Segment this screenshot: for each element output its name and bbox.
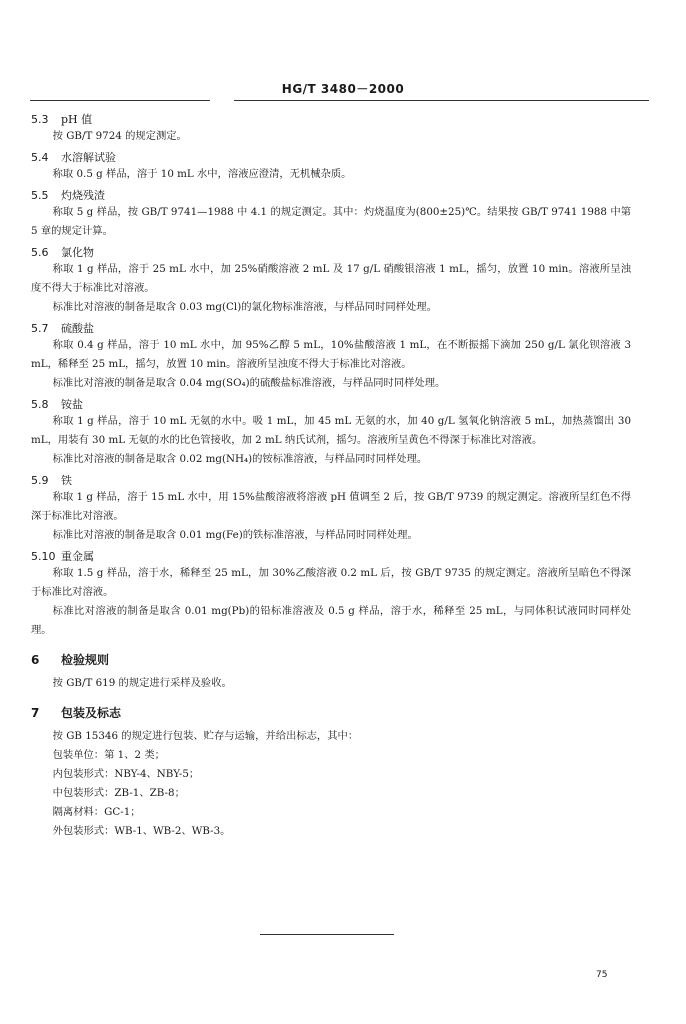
paragraph: 称取 1.5 g 样品，溶于水，稀释至 25 mL，加 30%乙酸溶液 0.2 mL 后，按 GB/T 9735 的规定测定。溶液所呈暗色不得深于标准比对溶液。 [31,567,631,598]
chapter-number: 7 [31,706,40,720]
chapter-number: 6 [31,653,40,667]
paragraph: 标准比对溶液的制备是取含 0.03 mg(Cl)的氯化物标准溶液，与样品同时同样处理。 [52,301,437,313]
section-title: 氯化物 [61,246,94,259]
list-item: 中包装形式：ZB-1、ZB-8； [52,787,185,799]
section-number: 5.8 [31,398,49,411]
paragraph: 标准比对溶液的制备是取含 0.02 mg(NH₄)的铵标准溶液，与样品同时同样处理。 [52,453,428,465]
paragraph: 按 GB 15346 的规定进行包装、贮存与运输，并给出标志，其中： [52,730,359,742]
section-title: 重金属 [61,550,94,563]
section-title: 灼烧残渣 [61,189,105,202]
list-item: 内包装形式：NBY-4、NBY-5； [52,768,200,780]
list-item: 包装单位：第 1、2 类； [52,749,165,761]
paragraph: 称取 5 g 样品，按 GB/T 9741—1988 中 4.1 的规定测定。其中：灼烧温度为(800±25)℃。结果按 GB/T 9741 1988 中第 5 章的规定计算。 [31,206,631,237]
section-heading [31,321,631,336]
section-heading [31,188,631,203]
section-number: 5.9 [31,474,49,487]
section-heading [31,473,631,488]
section-title: 水溶解试验 [61,151,116,164]
document-body [31,112,631,841]
header-rule-right [234,100,649,101]
list-item: 隔离材料：GC-1； [52,806,141,818]
section-number: 5.10 [31,550,56,563]
paragraph: 称取 1 g 样品，溶于 25 mL 水中，加 25%硝酸溶液 2 mL 及 17 g/L 硝酸银溶液 1 mL，摇匀，放置 10 min。溶液所呈浊度不得大于标准比对溶液。 [31,263,631,294]
chapter-title: 检验规则 [61,653,110,667]
paragraph: 标准比对溶液的制备是取含 0.01 mg(Fe)的铁标准溶液，与样品同时同样处理。 [52,529,418,541]
section-title: 硫酸盐 [61,322,94,335]
section-number: 5.7 [31,322,49,335]
paragraph: 称取 0.5 g 样品，溶于 10 mL 水中，溶液应澄清，无机械杂质。 [52,168,352,180]
list-item: 外包装形式：WB-1、WB-2、WB-3。 [52,825,231,837]
page-number: 75 [596,970,608,980]
chapter-title: 包装及标志 [61,706,122,720]
section-number: 5.5 [31,189,49,202]
section-title: 铁 [61,474,72,487]
section-title: pH 值 [61,113,93,126]
section-heading [31,150,631,165]
paragraph: 按 GB/T 619 的规定进行采样及验收。 [52,677,232,689]
header-rule-left [30,100,210,101]
chapter-heading [31,652,631,668]
paragraph: 称取 1 g 样品，溶于 10 mL 无氨的水中。吸 1 mL，加 45 mL 无氨的水，加 40 g/L 氢氧化钠溶液 5 mL，加热蒸馏出 30 mL，用装有 30 mL 无氨的水的比色管接收，加 2 mL 纳氏试剂，摇匀。溶液所呈黄色不得深于标准比对溶液。 [31,415,631,446]
paragraph: 称取 1 g 样品，溶于 15 mL 水中，用 15%盐酸溶液将溶液 pH 值调至 2 后，按 GB/T 9739 的规定测定。溶液所呈红色不得深于标准比对溶液。 [31,491,631,522]
paragraph: 标准比对溶液的制备是取含 0.04 mg(SO₄)的硫酸盐标准溶液，与样品同时同样处理。 [52,377,446,389]
paragraph: 称取 0.4 g 样品，溶于 10 mL 水中，加 95%乙醇 5 mL，10%盐酸溶液 1 mL，在不断振摇下滴加 250 g/L 氯化钡溶液 3 mL，稀释至 25 mL，摇匀，放置 10 min。溶液所呈浊度不得大于标准比对溶液。 [31,339,631,370]
section-heading [31,397,631,412]
standard-header: HG/T 3480－2000 [281,82,405,96]
section-heading [31,112,631,127]
section-number: 5.3 [31,113,49,126]
section-number: 5.4 [31,151,49,164]
section-number: 5.6 [31,246,49,259]
section-heading [31,245,631,260]
footer-rule [260,934,394,935]
paragraph: 按 GB/T 9724 的规定测定。 [52,130,187,142]
chapter-heading [31,705,631,721]
section-title: 铵盐 [61,398,83,411]
section-heading [31,549,631,564]
paragraph: 标准比对溶液的制备是取含 0.01 mg(Pb)的铅标准溶液及 0.5 g 样品，溶于水，稀释至 25 mL，与同体积试液同时同样处理。 [31,605,631,636]
